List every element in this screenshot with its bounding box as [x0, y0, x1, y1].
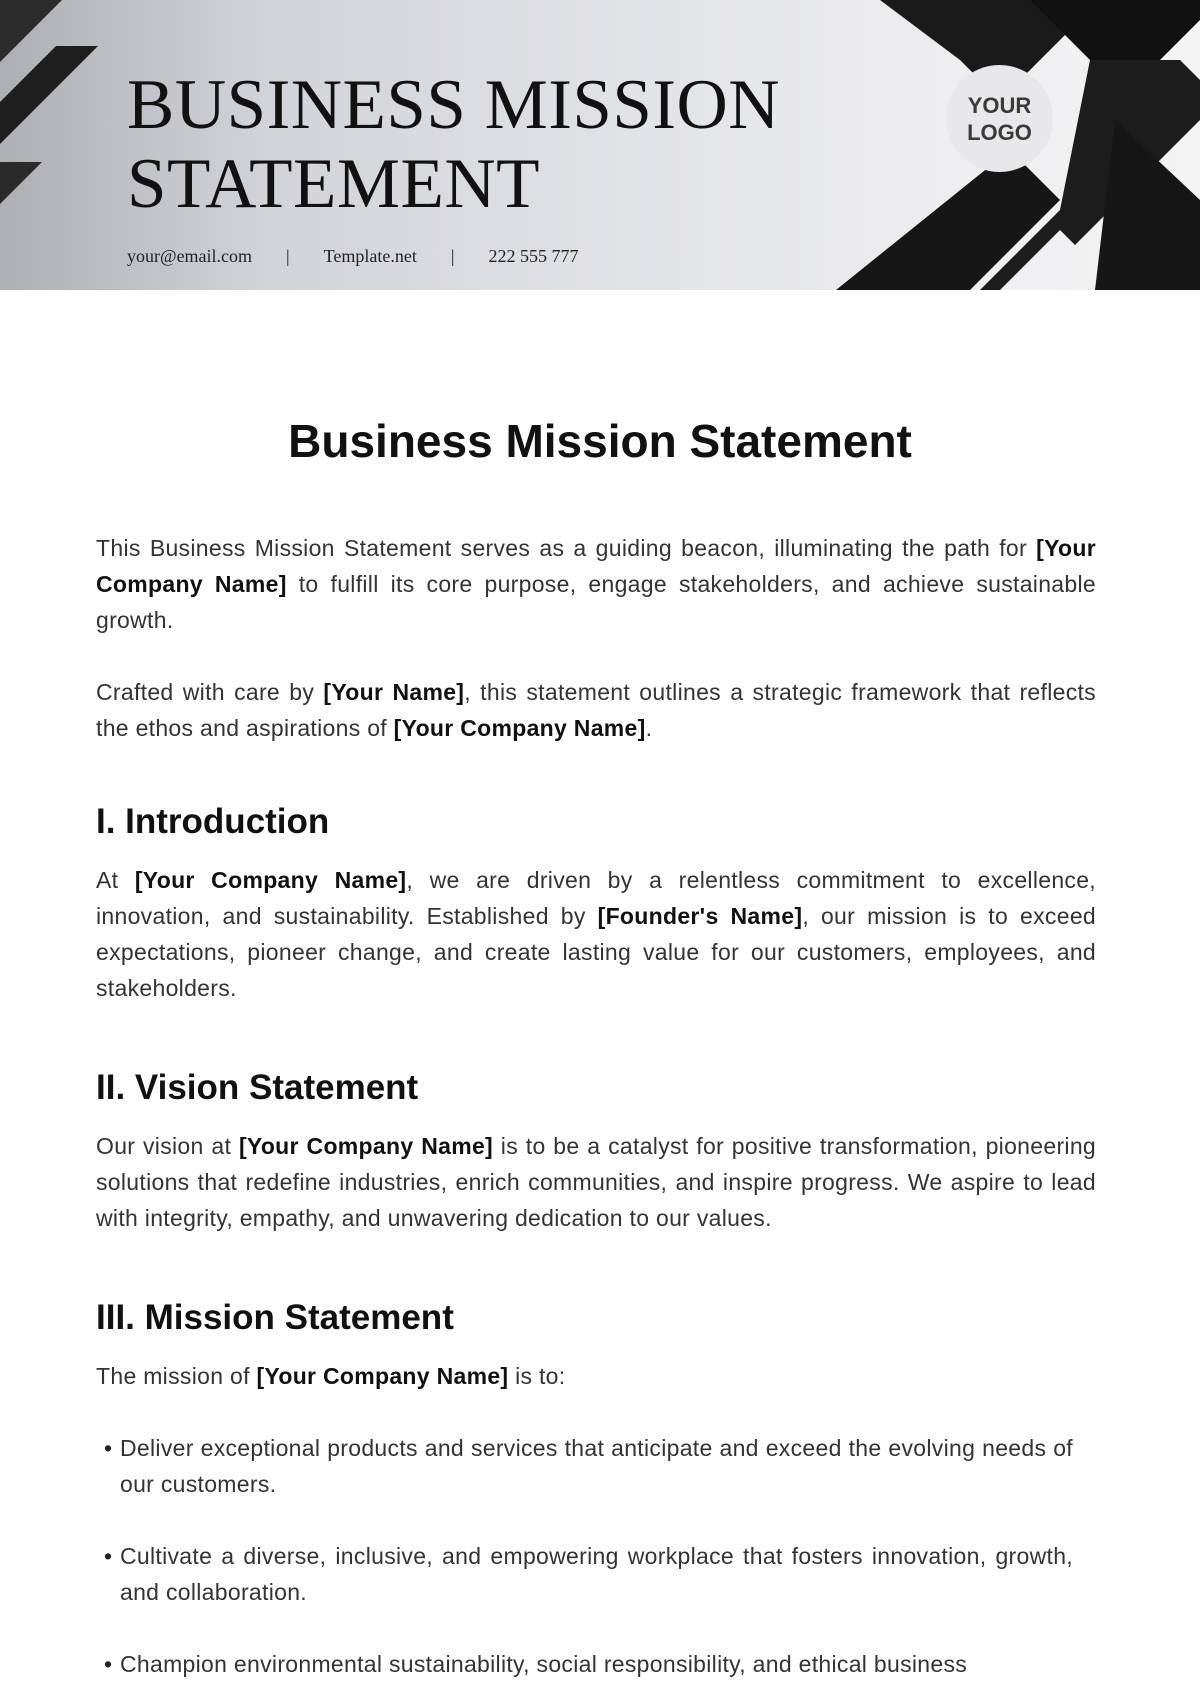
left-chevron-shape — [0, 162, 42, 204]
intro-paragraph-1: This Business Mission Statement serves as a guiding beacon, illuminating the path for [Your Company Name] to fulfill its core purpose, engage stakeholders, and achieve sustainable growth. — [96, 535, 1096, 633]
website-text: Template.net — [323, 246, 417, 266]
header-title-line1: BUSINESS MISSION — [127, 66, 781, 144]
section-heading-mission: III. Mission Statement — [96, 1298, 454, 1337]
list-item: • Champion environmental sustainability, social responsibility, and ethical business — [96, 1646, 1073, 1682]
header-banner — [0, 0, 1200, 290]
email-text: your@email.com — [127, 246, 253, 266]
list-item: • Cultivate a diverse, inclusive, and empowering workplace that fosters innovation, growth, and collaboration. — [96, 1538, 1073, 1610]
separator: | — [286, 246, 290, 266]
contact-line — [127, 246, 578, 267]
introduction-paragraph: At [Your Company Name], we are driven by a relentless commitment to excellence, innovation, and sustainability. Established by [Founder's Name], our mission is to exceed expectations, pioneer change, and create lasting value for our customers, employees, and stakeholders. — [96, 867, 1096, 1001]
document-body — [96, 530, 1096, 1682]
vision-paragraph: Our vision at [Your Company Name] is to be a catalyst for positive transformation, pioneering solutions that redefine industries, enrich communities, and inspire progress. We aspire to lead with integrity, empathy, and unwavering dedication to our values. — [96, 1133, 1096, 1231]
document-title: Business Mission Statement — [288, 415, 912, 467]
phone-text: 222 555 777 — [488, 246, 579, 266]
mission-intro-paragraph: The mission of [Your Company Name] is to: — [96, 1363, 566, 1389]
logo-placeholder — [946, 65, 1053, 172]
logo-text-line2: LOGO — [967, 119, 1032, 145]
header-title — [127, 66, 847, 224]
mission-bullet-list — [96, 1430, 1096, 1682]
section-heading-vision: II. Vision Statement — [96, 1068, 419, 1107]
intro-paragraph-2: Crafted with care by [Your Name], this statement outlines a strategic framework that reflects the ethos and aspirations of [Your Company Name]. — [96, 679, 1096, 741]
left-chevron-shape — [0, 46, 98, 144]
separator: | — [450, 246, 455, 266]
header-title-line2: STATEMENT — [127, 145, 540, 223]
list-item: • Deliver exceptional products and services that anticipate and exceed the evolving needs of our customers. — [96, 1430, 1073, 1502]
section-heading-introduction: I. Introduction — [96, 802, 330, 841]
logo-text-line1: YOUR — [967, 92, 1032, 118]
